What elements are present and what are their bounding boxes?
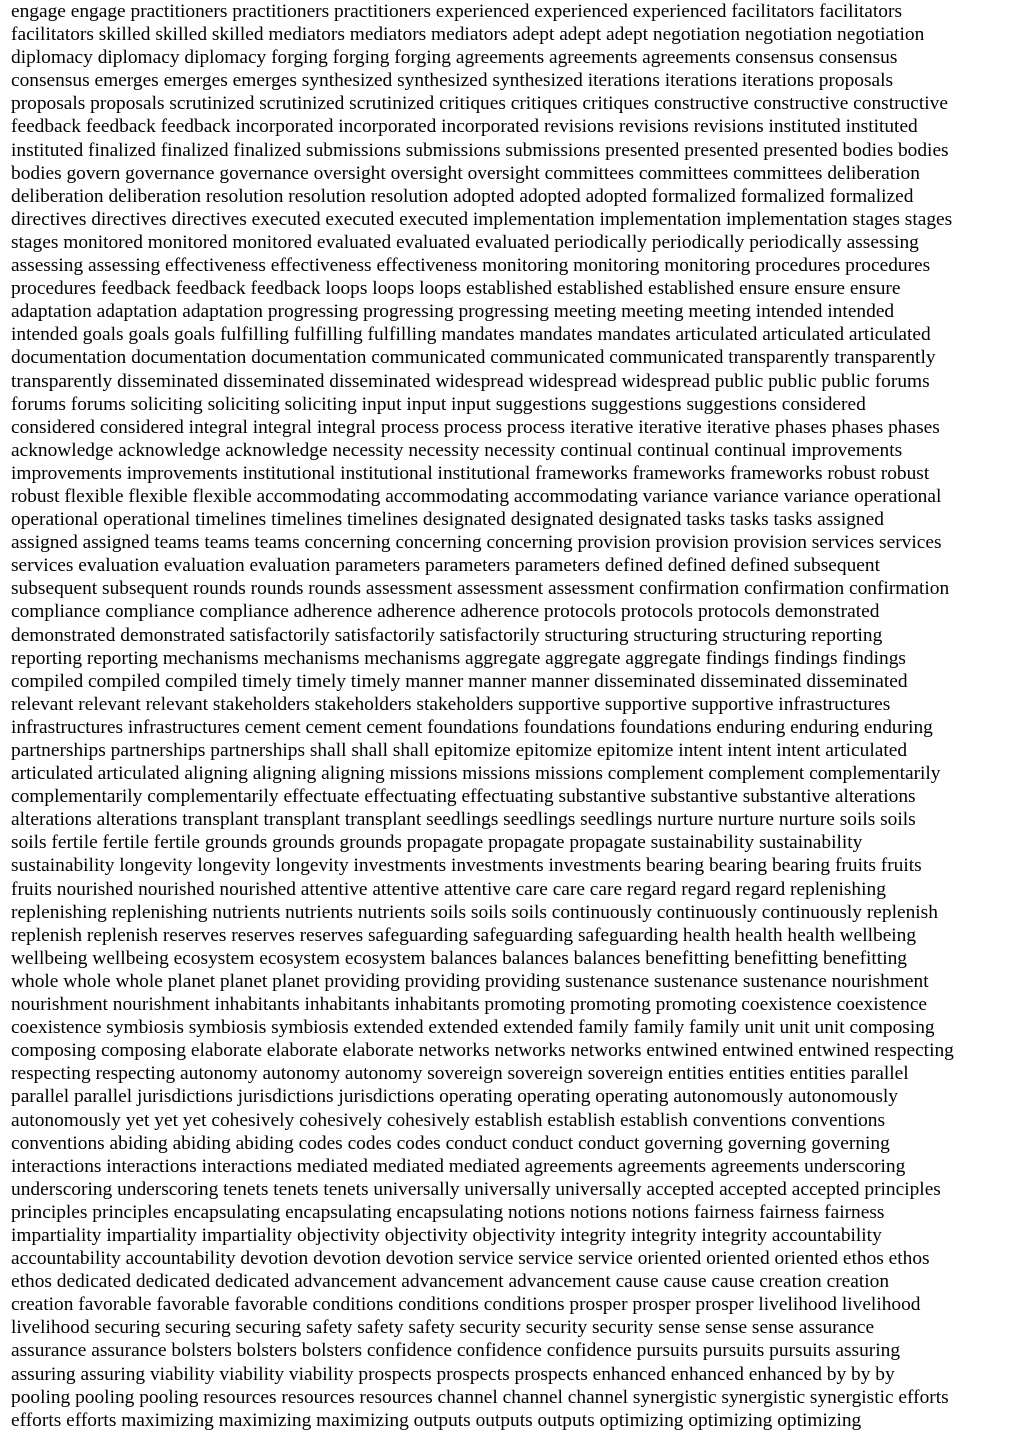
text-line: underscoring underscoring tenets tenets tenets universally universally universally accepted accepted accepted principles (11, 1178, 941, 1200)
text-line: adaptation adaptation adaptation progressing progressing progressing meeting meeting meeting intended intended (11, 301, 895, 323)
text-line: alterations alterations transplant transplant transplant seedlings seedlings seedlings nurture nurture nurture soils soils (11, 809, 916, 831)
text-line: ethos dedicated dedicated dedicated advancement advancement advancement cause cause cause creation creation (11, 1271, 890, 1293)
text-line: compiled compiled compiled timely timely timely manner manner manner disseminated disseminated disseminated (11, 670, 908, 692)
text-line: nourishment nourishment inhabitants inhabitants inhabitants promoting promoting promoting coexistence coexistence (11, 994, 928, 1016)
text-line: creation favorable favorable favorable conditions conditions conditions prosper prosper prosper livelihood livelihood (11, 1294, 921, 1316)
text-line: soils fertile fertile fertile grounds grounds grounds propagate propagate propagate sustainability sustainability (11, 832, 863, 854)
text-line: consensus emerges emerges emerges synthesized synthesized synthesized iterations iterations iterations proposals (11, 70, 894, 92)
text-line: relevant relevant relevant stakeholders stakeholders stakeholders supportive supportive supportive infrastructures (11, 693, 891, 715)
text-line: stages monitored monitored monitored evaluated evaluated evaluated periodically periodically periodically assessing (11, 231, 919, 253)
text-line: efforts efforts maximizing maximizing maximizing outputs outputs outputs optimizing optimizing optimizing (11, 1409, 862, 1431)
text-line: replenish replenish reserves reserves reserves safeguarding safeguarding safeguarding health health health wellbeing (11, 924, 917, 946)
text-line: facilitators skilled skilled skilled mediators mediators mediators adept adept adept negotiation negotiation negotiation (11, 24, 925, 46)
text-line: reporting reporting mechanisms mechanisms mechanisms aggregate aggregate aggregate findings findings findings (11, 647, 906, 669)
text-line: compliance compliance compliance adherence adherence adherence protocols protocols protocols demonstrated (11, 601, 880, 623)
text-line: respecting respecting autonomy autonomy autonomy sovereign sovereign sovereign entities entities entities parallel (11, 1063, 909, 1085)
text-line: coexistence symbiosis symbiosis symbiosis extended extended extended family family family unit unit unit composing (11, 1017, 935, 1039)
text-line: bodies govern governance governance oversight oversight oversight committees committees committees deliberation (11, 162, 920, 184)
text-line: assigned assigned teams teams teams concerning concerning concerning provision provision provision services services (11, 532, 942, 554)
text-line: services evaluation evaluation evaluation parameters parameters parameters defined defined defined subsequent (11, 555, 880, 577)
text-line: wellbeing wellbeing ecosystem ecosystem ecosystem balances balances balances benefitting benefitting benefitting (11, 947, 907, 969)
text-line: interactions interactions interactions mediated mediated mediated agreements agreements agreements underscoring (11, 1155, 906, 1177)
text-line: conventions abiding abiding abiding codes codes codes conduct conduct conduct governing governing governing (11, 1132, 890, 1154)
text-line: livelihood securing securing securing safety safety safety security security security sense sense sense assurance (11, 1317, 875, 1339)
text-line: diplomacy diplomacy diplomacy forging forging forging agreements agreements agreements consensus consensus (11, 47, 898, 69)
text-line: robust flexible flexible flexible accommodating accommodating accommodating variance variance variance operational (11, 485, 942, 507)
text-line: principles principles encapsulating encapsulating encapsulating notions notions notions fairness fairness fairness (11, 1201, 885, 1223)
text-line: composing composing elaborate elaborate elaborate networks networks networks entwined entwined entwined respecting (11, 1040, 954, 1062)
text-line: assessing assessing effectiveness effectiveness effectiveness monitoring monitoring monitoring procedures procedures (11, 255, 931, 277)
text-line: subsequent subsequent rounds rounds rounds assessment assessment assessment confirmation confirmation confirmation (11, 578, 950, 600)
text-line: procedures feedback feedback feedback loops loops loops established established established ensure ensure ensure (11, 278, 901, 300)
text-line: fruits nourished nourished nourished attentive attentive attentive care care care regard regard regard replenishing (11, 878, 886, 900)
text-line: sustainability longevity longevity longevity investments investments investments bearing bearing bearing fruits fruits (11, 855, 922, 877)
body-text (11, 0, 1017, 1432)
text-line: autonomously yet yet yet cohesively cohesively cohesively establish establish establish conventions conventions (11, 1109, 886, 1131)
text-line: parallel parallel jurisdictions jurisdictions jurisdictions operating operating operating autonomously autonomously (11, 1086, 898, 1108)
text-line: documentation documentation documentation communicated communicated communicated transparently transparently (11, 347, 936, 369)
text-line: transparently disseminated disseminated disseminated widespread widespread widespread public public public forums (11, 370, 930, 392)
text-line: intended goals goals goals fulfilling fulfilling fulfilling mandates mandates mandates articulated articulated articulated (11, 324, 931, 346)
text-line: articulated articulated aligning aligning aligning missions missions missions complement complement complementarily (11, 763, 941, 785)
text-line: accountability accountability devotion devotion devotion service service service oriented oriented oriented ethos ethos (11, 1248, 930, 1270)
text-line: instituted finalized finalized finalized submissions submissions submissions presented presented presented bodies bodies (11, 139, 949, 161)
text-line: proposals proposals scrutinized scrutinized scrutinized critiques critiques critiques constructive constructive constructive (11, 93, 948, 115)
text-line: pooling pooling pooling resources resources resources channel channel channel synergistic synergistic synergistic efforts (11, 1386, 949, 1408)
text-line: engage engage practitioners practitioners practitioners experienced experienced experienced facilitators facilitators (11, 1, 902, 22)
text-line: impartiality impartiality impartiality objectivity objectivity objectivity integrity integrity integrity accountability (11, 1224, 882, 1246)
text-line: forums forums soliciting soliciting soliciting input input input suggestions suggestions suggestions considered (11, 393, 866, 415)
text-line: whole whole whole planet planet planet providing providing providing sustenance sustenance sustenance nourishment (11, 970, 929, 992)
text-line: feedback feedback feedback incorporated incorporated incorporated revisions revisions revisions instituted instituted (11, 116, 918, 138)
text-line: assuring assuring viability viability viability prospects prospects prospects enhanced enhanced enhanced by by by (11, 1363, 895, 1385)
text-line: acknowledge acknowledge acknowledge necessity necessity necessity continual continual continual improvements (11, 439, 903, 461)
text-line: complementarily complementarily effectuate effectuating effectuating substantive substantive substantive alterations (11, 786, 916, 808)
text-line: assurance assurance bolsters bolsters bolsters confidence confidence confidence pursuits pursuits pursuits assuring (11, 1340, 901, 1362)
text-line: demonstrated demonstrated satisfactorily satisfactorily satisfactorily structuring structuring structuring reporting (11, 624, 883, 646)
text-line: directives directives directives executed executed executed implementation implementation implementation stages stages (11, 208, 953, 230)
text-line: partnerships partnerships partnerships shall shall shall epitomize epitomize epitomize intent intent intent articulated (11, 740, 908, 761)
text-line: operational operational timelines timelines timelines designated designated designated tasks tasks tasks assigned (11, 509, 884, 531)
text-line: replenishing replenishing nutrients nutrients nutrients soils soils soils continuously continuously continuously replenish (11, 901, 938, 923)
text-line: infrastructures infrastructures cement cement cement foundations foundations foundations enduring enduring enduring (11, 716, 933, 738)
text-line: deliberation deliberation resolution resolution resolution adopted adopted adopted formalized formalized formalized (11, 185, 914, 207)
text-line: improvements improvements institutional institutional institutional frameworks frameworks frameworks robust robust (11, 462, 930, 484)
text-line: considered considered integral integral integral process process process iterative iterative iterative phases phases phases (11, 416, 940, 438)
